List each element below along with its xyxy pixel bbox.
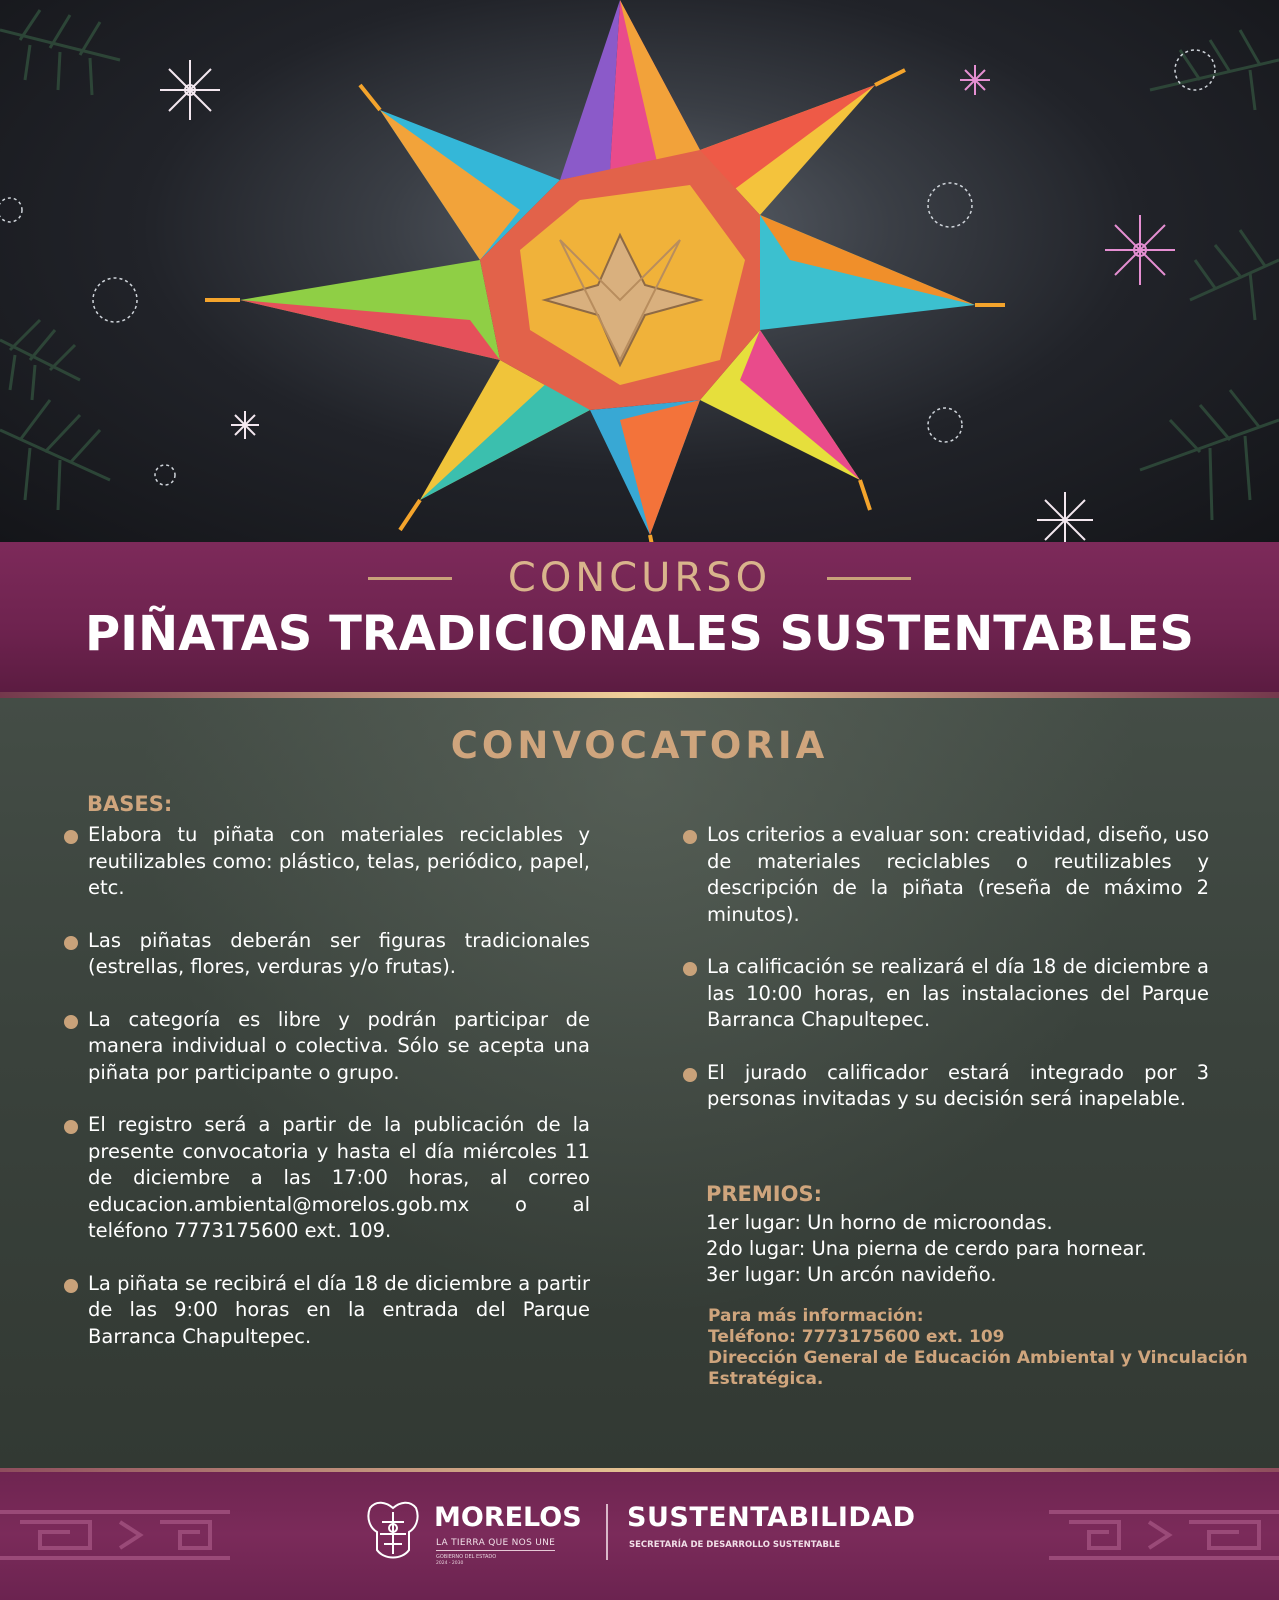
bullet-dot [683,830,697,844]
brand-name: MORELOS [434,1502,582,1533]
list-item: La piñata se recibirá el día 18 de diciembre a partir de las 9:00 horas en la entrada del Parque Barranca Chapultepec. [88,1271,590,1351]
bullet-dot [683,1068,697,1082]
brand-tagline: LA TIERRA QUE NOS UNE [436,1538,555,1551]
list-item: El jurado calificador estará integrado por 3 personas invitadas y su decisión será inapelable. [707,1060,1209,1113]
government-label: GOBIERNO DEL ESTADO [436,1554,497,1560]
government-logos [362,1498,922,1568]
list-item: Las piñatas deberán ser figuras tradicionales (estrellas, flores, verduras y/o frutas). [88,928,590,981]
title-band [0,542,1279,698]
call-board [0,698,1279,1468]
state-seal-icon [362,1498,424,1564]
bullet-dot [64,1120,78,1134]
administration-years: 2024 - 2030 [436,1561,464,1566]
list-item: La categoría es libre y podrán participar de manera individual o colectiva. Sólo se acepta una piñata por participante o grupo. [88,1007,590,1087]
footer [0,1468,1279,1600]
eyebrow-line-left [368,577,452,580]
unit-subtitle: SECRETARÍA DE DESARROLLO SUSTENTABLE [629,1540,841,1550]
contact-info [708,1306,1248,1390]
prize-item: 2do lugar: Una pierna de cerdo para hornear. [706,1237,1147,1260]
footer-gold-line [0,1468,1279,1472]
list-item: Elabora tu piñata con materiales reciclables y reutilizables como: plástico, telas, periódico, papel, etc. [88,822,590,902]
bullet-dot [64,1279,78,1293]
pinata-star [240,0,975,535]
left-pattern-ornament [0,1500,260,1570]
prizes-label: PREMIOS: [706,1182,822,1206]
convocatoria-heading: CONVOCATORIA [450,724,829,767]
prize-item: 3er lugar: Un arcón navideño. [706,1263,997,1286]
eyebrow-row [0,550,1279,606]
logo-divider [606,1504,608,1560]
list-item: La calificación se realizará el día 18 de diciembre a las 10:00 horas, en las instalaciones del Parque Barranca Chapultepec. [707,954,1209,1034]
prizes-list [706,1210,1147,1288]
info-line: Estratégica. [708,1369,824,1389]
list-item: El registro será a partir de la publicación de la presente convocatoria y hasta el día miércoles 11 de diciembre a las 17:00 horas, al correo educacion.ambiental@morelos.gob.mx o al teléfono 7773175600 ext. 109. [88,1112,590,1245]
info-line: Teléfono: 7773175600 ext. 109 [708,1327,1005,1347]
contest-title: PIÑATAS TRADICIONALES SUSTENTABLES [84,606,1194,662]
bases-label: BASES: [87,792,173,816]
bullet-dot [64,936,78,950]
hero-image [0,0,1279,542]
list-item: Los criterios a evaluar son: creatividad, diseño, uso de materiales reciclables o reutilizables y descripción de la piñata (reseña de máximo 2 minutos). [707,822,1209,928]
prize-item: 1er lugar: Un horno de microondas. [706,1211,1053,1234]
eyebrow-line-right [827,577,911,580]
bullet-dot [64,1015,78,1029]
bases-list-left [88,822,590,1376]
right-pattern-ornament [1019,1500,1279,1570]
info-line: Para más información: [708,1306,924,1326]
bullet-dot [64,830,78,844]
unit-name: SUSTENTABILIDAD [627,1502,916,1533]
pinata-star-illustration [0,0,1279,542]
info-line: Dirección General de Educación Ambiental y Vinculación [708,1348,1248,1368]
bullet-dot [683,962,697,976]
bases-list-right [707,822,1209,1139]
eyebrow-text: CONCURSO [507,555,772,601]
